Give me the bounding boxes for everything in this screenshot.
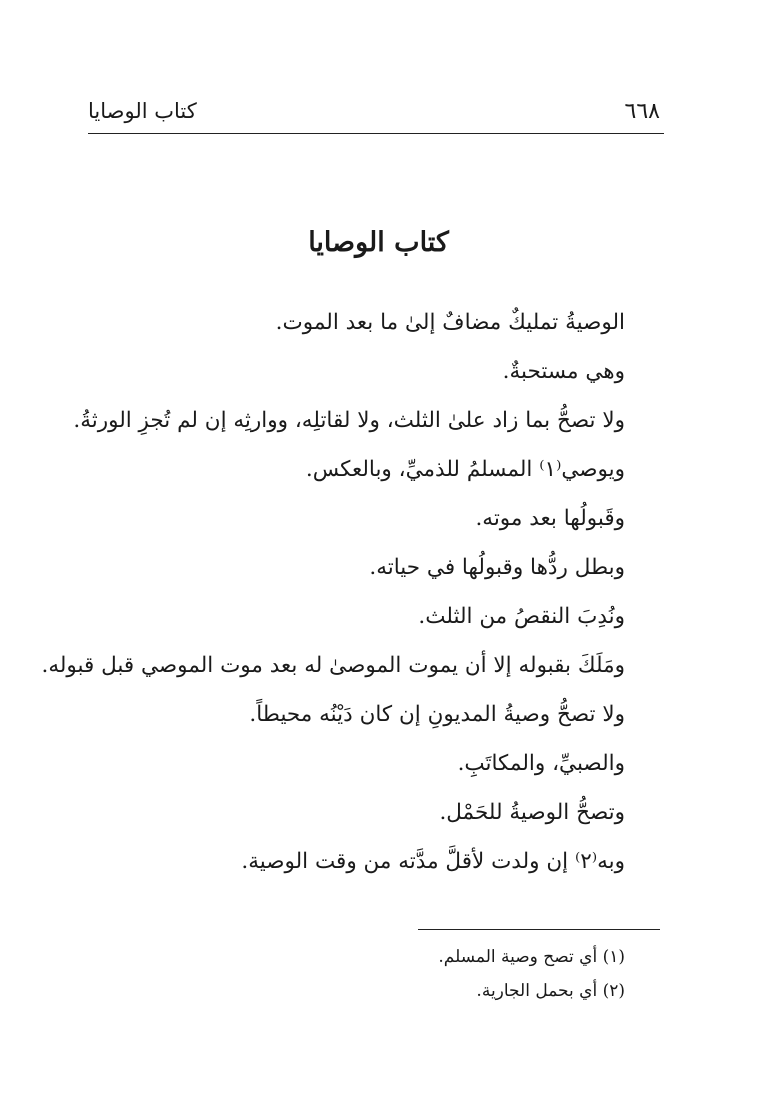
- body-line: ونُدِبَ النقصُ من الثلث.: [418, 604, 625, 629]
- footnote: (١) أي تصح وصية المسلم.: [438, 947, 625, 967]
- body-line: والصبيِّ، والمكاتَبِ.: [457, 751, 625, 776]
- body-text: [41, 303, 625, 891]
- footnotes: [225, 942, 625, 1010]
- body-line: وتصحُّ الوصيةُ للحَمْل.: [439, 800, 625, 825]
- body-line: وبه⁽٢⁾ إن ولدت لأقلَّ مدَّته من وقت الوصية.: [241, 849, 625, 874]
- body-line: ومَلَكَ بقبوله إلا أن يموت الموصىٰ له بعد موت الموصي قبل قبوله.: [41, 653, 625, 678]
- running-title: كتاب الوصايا: [88, 99, 197, 123]
- page-number: ٦٦٨: [624, 99, 660, 124]
- footnote: (٢) أي بحمل الجارية.: [476, 981, 625, 1001]
- body-line: ولا تصحُّ وصيةُ المديونِ إن كان دَيْنُه محيطاً.: [249, 702, 625, 727]
- chapter-title: كتاب الوصايا: [308, 227, 449, 258]
- body-line: ويوصي⁽١⁾ المسلمُ للذميِّ، وبالعكس.: [305, 457, 625, 482]
- running-header: [88, 93, 664, 134]
- body-line: الوصيةُ تمليكٌ مضافٌ إلىٰ ما بعد الموت.: [275, 310, 625, 335]
- body-line: وقَبولُها بعد موته.: [475, 506, 625, 531]
- body-line: وهي مستحبةٌ.: [502, 359, 625, 384]
- body-line: وبطل ردُّها وقبولُها في حياته.: [369, 555, 625, 580]
- body-line: ولا تصحُّ بما زاد علىٰ الثلث، ولا لقاتلِه، ووارثِه إن لم تُجزِ الورثةُ.: [73, 408, 625, 433]
- footnote-divider: [418, 929, 660, 930]
